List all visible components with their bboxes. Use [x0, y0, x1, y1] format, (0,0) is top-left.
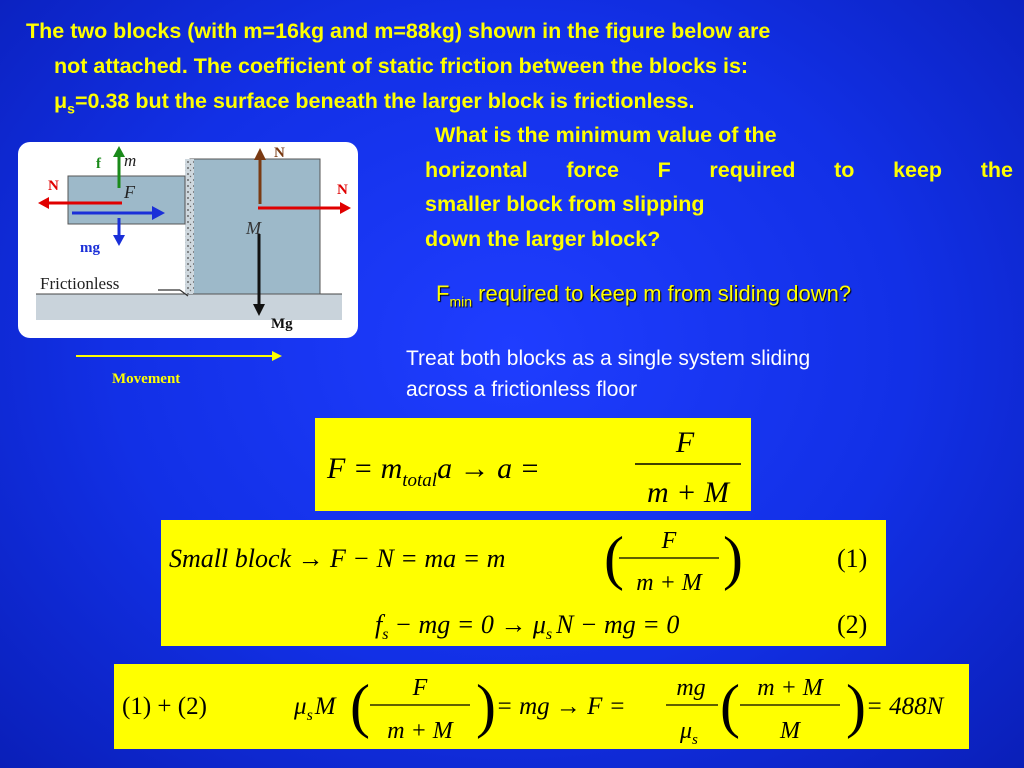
eq2-row2-mid: − mg = 0 → μ: [394, 610, 546, 639]
question-line-1: What is the minimum value of the: [429, 123, 777, 147]
eq1-sub-total: total: [402, 470, 438, 491]
eq3-paren2-left: (: [720, 673, 740, 739]
svg-text:μsM: [293, 693, 337, 724]
movement-indicator: [76, 346, 286, 386]
eq1-lhs: F = m: [327, 452, 403, 485]
eq2-paren-left: (: [604, 525, 624, 591]
eq3-paren2-right: ): [846, 673, 866, 739]
small-weight-label: mg: [80, 240, 100, 256]
eq3-paren1-left: (: [350, 673, 370, 739]
eq3-mid: = mg → F =: [496, 693, 626, 720]
fmin-question: $F_{min}$ required to keep m from sliding down?: [436, 281, 852, 310]
large-mass-label: M: [246, 218, 261, 238]
eq2-row1-tag: (1): [837, 544, 868, 573]
problem-statement: [26, 14, 1016, 126]
eq2-row1-numerator: F: [661, 528, 677, 554]
friction-label: f: [96, 156, 101, 172]
eq1-mid: a → a =: [437, 452, 540, 485]
frictionless-label: Frictionless: [40, 274, 120, 293]
problem-line-1: The two blocks (with m=16kg and m=88kg) shown in the figure below are: [26, 19, 771, 43]
question-text: [425, 118, 1013, 256]
eq1-denominator: m + M: [647, 476, 729, 509]
floor: [36, 294, 342, 320]
question-line-2: horizontal force F required to keep the: [425, 157, 1013, 182]
normal-label-right: N: [337, 182, 348, 198]
applied-force-label: F: [124, 182, 135, 202]
eq2-row2-sub1: s: [382, 626, 389, 643]
eq3-result: = 488N: [866, 693, 944, 720]
eq3-num2: mg: [676, 675, 706, 701]
problem-line-2: not attached. The coefficient of static friction between the blocks is:: [54, 54, 749, 78]
question-line-4: down the larger block?: [425, 226, 661, 251]
eq3-den2-mu: μ: [680, 718, 693, 744]
eq2-row1-text: Small block → F − N = ma = m: [169, 544, 506, 573]
eq3-M: M: [314, 693, 336, 720]
movement-label: Movement: [112, 371, 181, 386]
eq2-row1-denominator: m + M: [636, 570, 702, 596]
treat-line-2: across a frictionless floor: [406, 378, 638, 401]
large-weight-label: Mg: [271, 316, 293, 332]
floor-normal-label: N: [274, 145, 285, 161]
eq3-mu-sub: s: [306, 707, 313, 724]
equation-box-2: [161, 520, 886, 646]
eq3-num1: F: [412, 675, 428, 701]
eq3-paren1-right: ): [476, 673, 496, 739]
equation-box-1: [315, 418, 751, 511]
problem-line-3: $\mu_s=0.38$ but the surface beneath the larger block is frictionless.: [54, 89, 695, 117]
small-mass-label: m: [124, 151, 137, 170]
eq3-lhs: (1) + (2): [122, 693, 207, 720]
eq3-den1: m + M: [387, 718, 453, 744]
rough-surface: [185, 159, 194, 294]
equation-box-3: [114, 664, 969, 749]
eq3-num3: m + M: [757, 675, 823, 701]
question-line-3: smaller block from slipping: [425, 192, 705, 216]
eq2-row2-f: f: [375, 610, 383, 639]
eq1-numerator: F: [675, 426, 695, 459]
eq3-den2-sub: s: [692, 732, 698, 748]
eq2-row2-end: N − mg = 0: [556, 610, 680, 639]
eq2-row2-sub2: s: [545, 626, 553, 643]
svg-text:fs− mg = 0 → μsN − mg = 0: [375, 610, 679, 643]
treat-line-1: Treat both blocks as a single system sliding: [406, 347, 811, 370]
blocks-diagram: [18, 142, 358, 338]
eq3-mu: μ: [294, 693, 307, 720]
eq3-den3: M: [780, 718, 800, 744]
normal-label-left: N: [48, 178, 59, 194]
eq2-paren-right: ): [723, 525, 743, 591]
eq2-row2-tag: (2): [837, 610, 868, 639]
treat-text: [406, 343, 1006, 405]
